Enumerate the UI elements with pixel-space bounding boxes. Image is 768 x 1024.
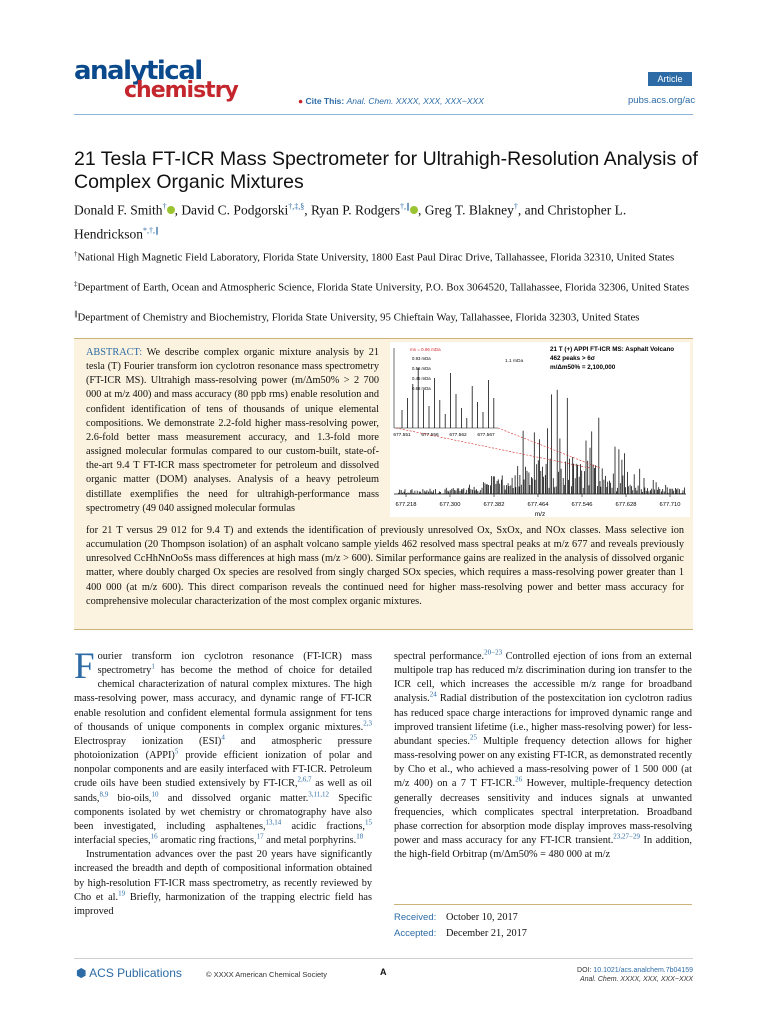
copyright-notice: © XXXX American Chemical Society	[206, 970, 327, 979]
x-tick-label: 677.464	[527, 502, 549, 508]
doi-block: DOI: 10.1021/acs.analchem.7b04159 Anal. Chem. XXXX, XXX, XXX−XXX	[577, 967, 693, 983]
intro-paragraph-1: Fourier transform ion cyclotron resonance (FT-ICR) mass spectrometry$^1$ has become the method of choice for detailed chemical characterization of natural complex mixtures. The high mass-resolving power, mass accuracy, and dynamic range of FT-ICR enable resolution and confident elemental formula assignment for tens of thousands of unique components in complex organic mixtures.$^{2,3}$ Electrospray ionization (ESI)$^4$ and atmospheric pressure photoionization (APPI)$^5$ provide efficient ionization of polar and nonpolar components and are easily interfaced with FT-ICR. Petroleum crude oils have been studied extensively by FT-ICR,$^{2,6,7}$ as well as oil sands,$^{8,9}$ bio-oils,$^{10}$ and dissolved organic matter.$^{3,11,12}$ Specific components isolated by wet chemistry or chromatography have also been investigated, including asphaltenes,$^{13,14}$ acidic fractions,$^{15}$ interfacial species,$^{16}$ aromatic ring fractions,$^{17}$ and metal porphyrins.$^{18}$	[74, 646, 373, 847]
inset-tick-label: 677.556	[421, 433, 439, 438]
toc-graphic	[390, 342, 690, 517]
cite-icon: ●	[298, 96, 304, 106]
affiliation-1: †National High Magnetic Field Laboratory, Florida State University, 1800 East Paul Dirac Drive, Tallahassee, Florida 32310, United States	[74, 250, 675, 264]
acs-publications-logo: ⬢ ACS Publications	[76, 966, 182, 980]
author-list: Donald F. Smith† , David C. Podgorski†,‡,§, Ryan P. Rodgers†,∥ , Greg T. Blakney†, and Christopher L. Hendrickson*,†,∥	[74, 202, 627, 241]
inset-zoom	[393, 347, 498, 438]
article-type-badge: Article	[648, 72, 692, 86]
affiliation-2: ‡Department of Earth, Ocean and Atmospheric Science, Florida State University, P.O. Box 3064520, Tallahassee, Florida 32306, United States	[74, 280, 690, 294]
footer-divider	[74, 958, 693, 959]
inset-tick-label: 677.562	[449, 433, 467, 438]
inset-annotation: 0.56 mDa	[412, 366, 431, 371]
article-dates	[394, 904, 692, 942]
inset-tick-label: 677.567	[477, 433, 495, 438]
page-number: A	[380, 967, 387, 977]
journal-logo: analytical	[74, 56, 202, 86]
inset-callout: ms = 0.96 mDa	[410, 347, 441, 352]
header-divider	[74, 114, 693, 115]
affiliation-3: ∥Department of Chemistry and Biochemistry, Florida State University, 95 Chieftain Way, Tallahassee, Florida 32303, United States	[74, 310, 640, 324]
author-name[interactable]: and Christopher L. Hendrickson	[74, 202, 627, 241]
x-tick-label: 677.628	[615, 502, 637, 508]
inset-tick-label: 677.551	[393, 433, 411, 438]
article-title: 21 Tesla FT-ICR Mass Spectrometer for Ultrahigh-Resolution Analysis of Complex Organic Mixtures	[74, 148, 698, 193]
intro-paragraph-2: Instrumentation advances over the past 20 years have significantly increased the breadth and depth of compositional information obtained by high-resolution FT-ICR mass spectrometry, as recently reviewed by Cho et al.$^{19}$ Briefly, harmonization of the trapping electric field has improved	[74, 849, 373, 917]
journal-logo-sub: chemistry	[124, 78, 238, 103]
x-axis-label: m/z	[534, 511, 546, 517]
zoom-line-1	[498, 428, 600, 468]
x-tick-label: 677.382	[483, 502, 505, 508]
abstract-label: ABSTRACT:	[86, 347, 143, 358]
x-tick-label: 677.300	[439, 502, 461, 508]
acs-hex-icon: ⬢	[76, 966, 87, 980]
drop-cap: F	[74, 646, 95, 687]
inset-annotation: 0.68 mDa	[412, 386, 431, 391]
inset-annotation: 0.45 mDa	[412, 376, 431, 381]
x-tick-label: 677.218	[395, 502, 417, 508]
author-name[interactable]: Ryan P. Rodgers	[310, 202, 401, 218]
toc-title-line2: 462 peaks > 6σ	[550, 355, 596, 362]
received-date: Received: October 10, 2017	[394, 912, 518, 923]
inset-annotation: 0.93 mDa	[412, 356, 431, 361]
author-name[interactable]: Greg T. Blakney	[424, 202, 514, 218]
x-tick-label: 677.546	[571, 502, 593, 508]
journal-url-link[interactable]: pubs.acs.org/ac	[628, 95, 696, 106]
body-paragraph: spectral performance.$^{20-23}$ Controlled ejection of ions from an external multipole trap has reduced m/z discrimination during ion transfer to the ICR cell, which increases the accessible m/z range for broadband analysis.$^{24}$ Radial distribution of the postexcitation ion cyclotron radius has reduced space charge interactions for improved dynamic range and improved transient lifetime (i.e., higher mass-resolving power) for less-abundant species.$^{25}$ Multiple frequency detection allows for higher mass-resolving power on any existing FT-ICR, as demonstrated recently by Cho et al., who achieved a mass-resolving power of 1 500 000 (at m/z 400) on a 7 T FT-ICR.$^{26}$ However, multiple-frequency detection generally decreases sensitivity and induces signals at unwanted frequencies, which complicates spectral interpretation. Broadband phase correction for absorption mode display improves mass-resolving power and mass accuracy for any FT-ICR transient.$^{23,27-29}$ In addition, the high-field Orbitrap (m/Δm50% = 480 000 at m/z	[394, 648, 693, 861]
abstract-text-part2: for 21 T versus 29 012 for 9.4 T) and extends the identification of previously unresolved Ox, SxOx, and NOx classes. Mass selective ion accumulation (20 Thompson isolation) of an asphalt volcano sample yields 462 resolved mass spectral peaks at m/z 677 and reveals previously unresolved CcHhNnOoSs mass differences at high mass (m/z > 600). Similar performance gains are realized in the analysis of dissolved organic matter, where doubly charged Ox species are resolved from singly charged SOx species, which requires a mass-resolving power greater than 1 400 000 (at m/z 600). This direct comparison reveals the continued need for higher mass-resolving power and better mass accuracy for comprehensive molecular characterization of the most complex organic mixtures.	[86, 525, 684, 607]
accepted-date: Accepted: December 21, 2017	[394, 928, 527, 939]
orcid-icon[interactable]	[410, 206, 418, 214]
doi-link[interactable]: 10.1021/acs.analchem.7b04159	[593, 967, 693, 974]
toc-title-line1: 21 T (+) APPI FT-ICR MS: Asphalt Volcano	[550, 346, 675, 353]
author-name[interactable]: David C. Podgorski	[181, 202, 289, 218]
mass-spectrum-plot	[390, 342, 690, 517]
abstract-text-part1: ABSTRACT: We describe complex organic mixture analysis by 21 tesla (T) Fourier transform ion cyclotron resonance mass spectrometry (FT-ICR MS). Ultrahigh mass-resolving power (m/Δm50% > 2 700 000 at m/z 400) and mass accuracy (80 ppb rms) enable resolution and confident identification of tens of thousands of unique elemental compositions. We demonstrate 2.2-fold higher mass-resolving power, 2.6-fold better mass measurement accuracy, and 1.3-fold more assigned molecular formulas compared to our custom-built, state-of-the-art 9.4 T FT-ICR mass spectrometer for petroleum and dissolved organic matter (DOM) analyses. Analysis of a heavy petroleum distillate exemplifies the need for ultrahigh-performance mass spectrometry (49 040 assigned molecular formulas	[86, 347, 379, 514]
mid-annotation: 1.1 mDa	[505, 359, 524, 364]
cite-this[interactable]: ● Cite This: Anal. Chem. XXXX, XXX, XXX−XXX	[298, 96, 484, 106]
body-column-1	[74, 646, 373, 919]
body-column-2	[394, 650, 692, 862]
orcid-icon[interactable]	[167, 206, 175, 214]
author-name[interactable]: Donald F. Smith	[74, 202, 163, 218]
toc-title-line3: m/Δm50% = 2,100,000	[550, 364, 616, 371]
x-tick-label: 677.710	[659, 502, 681, 508]
